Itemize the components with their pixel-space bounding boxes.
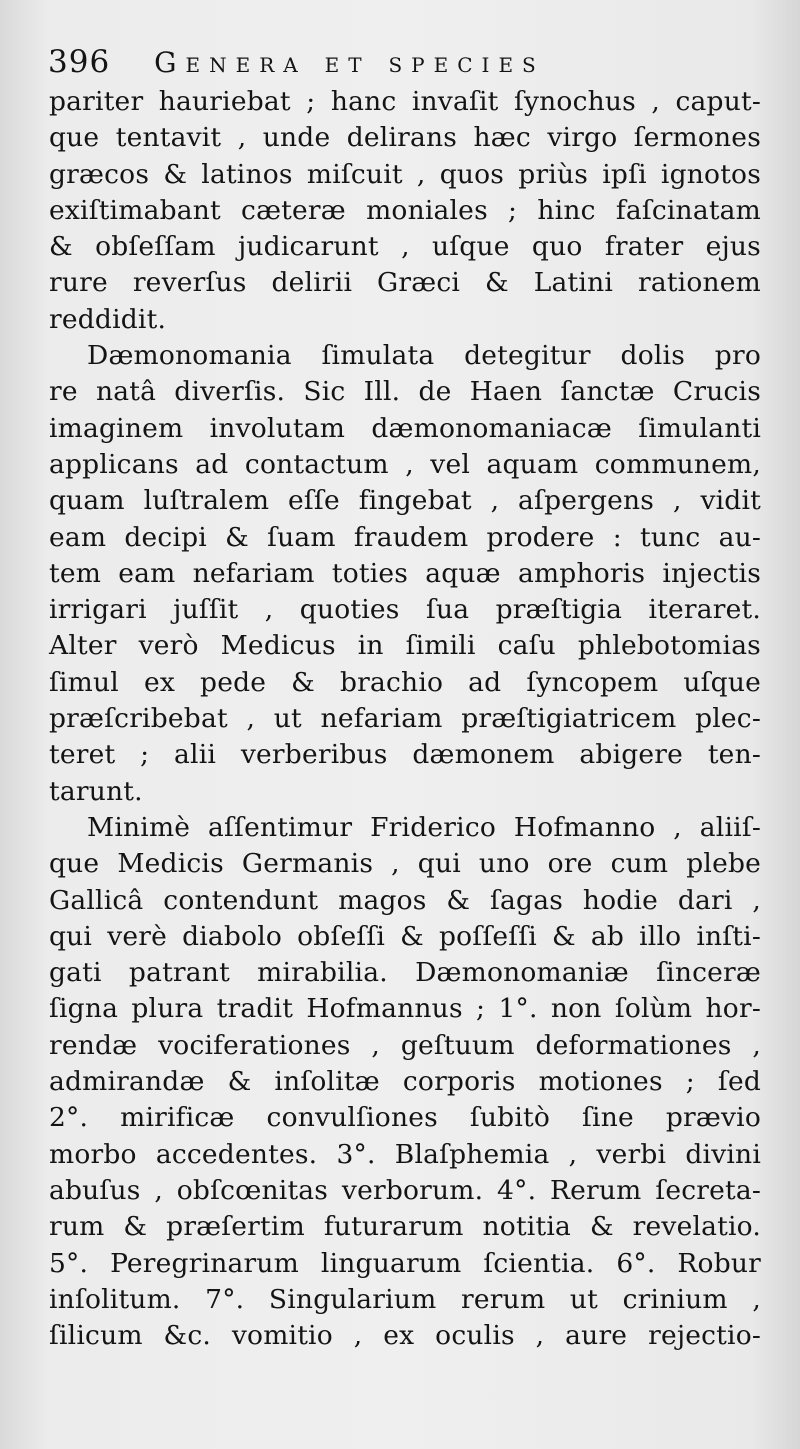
text-line: irrigari juſſit , quoties ſua præſtigia iteraret. bbox=[49, 594, 761, 626]
text-line: rure reverſus delirii Græci & Latini rationem bbox=[49, 267, 761, 299]
text-line: admirandæ & inſolitæ corporis motiones ; ſed bbox=[49, 1066, 761, 1098]
text-line: præſcribebat , ut nefariam præſtigiatricem plec- bbox=[49, 703, 761, 735]
text-line: que tentavit , unde delirans hæc virgo ſermones bbox=[49, 122, 761, 154]
text-line: abuſus , obſcœnitas verborum. 4°. Rerum ſecreta- bbox=[49, 1174, 761, 1206]
text-line: pariter hauriebat ; hanc invaſit ſynochus , caput- bbox=[49, 86, 761, 117]
text-line: que Medicis Germanis , qui uno ore cum plebe bbox=[49, 848, 761, 880]
running-title: Genera et species bbox=[154, 46, 545, 79]
text-line: rum & præſertim futurarum notitia & revelatio. bbox=[49, 1211, 761, 1243]
text-line: quam luſtralem eſſe fingebat , aſpergens , vidit bbox=[49, 485, 761, 517]
text-line: inſolitum. 7°. Singularium rerum ut crinium , bbox=[49, 1283, 761, 1315]
text-line: gati patrant mirabilia. Dæmonomaniæ ſinceræ bbox=[49, 957, 761, 989]
text-line: ſilicum &c. vomitio , ex oculis , aure rejectio- bbox=[49, 1320, 761, 1352]
text-line: applicans ad contactum , vel aquam communem, bbox=[49, 448, 761, 480]
text-line: re natâ diverſis. Sic Ill. de Haen ſanctæ Crucis bbox=[49, 376, 761, 408]
text-line: teret ; alii verberibus dæmonem abigere ten- bbox=[49, 739, 761, 771]
text-line: Minimè aſſentimur Friderico Hofmanno , aliiſ- bbox=[87, 811, 761, 843]
text-line: græcos & latinos miſcuit , quos priùs ipſi ignotos bbox=[49, 158, 761, 190]
body-text bbox=[49, 84, 761, 1354]
text-line: reddidit. bbox=[49, 303, 167, 335]
text-line: eam decipi & ſuam fraudem prodere : tunc au- bbox=[49, 521, 761, 553]
text-line: Gallicâ contendunt magos & ſagas hodie dari , bbox=[49, 884, 761, 916]
text-line: tem eam nefariam toties aquæ amphoris injectis bbox=[49, 557, 761, 589]
text-line: Alter verò Medicus in ſimili caſu phlebotomias bbox=[49, 630, 761, 662]
text-line: Dæmonomania ſimulata detegitur dolis pro bbox=[87, 340, 761, 372]
text-line: exiſtimabant cæteræ moniales ; hinc faſcinatam bbox=[49, 194, 761, 226]
text-line: 2°. mirificæ convulſiones ſubitò ſine prævio bbox=[49, 1102, 761, 1134]
text-line: ſigna plura tradit Hofmannus ; 1°. non ſolùm hor- bbox=[49, 993, 761, 1025]
text-line: morbo accedentes. 3°. Blaſphemia , verbi divini bbox=[49, 1138, 761, 1170]
text-line: 5°. Peregrinarum linguarum ſcientia. 6°. Robur bbox=[49, 1247, 761, 1279]
text-line: qui verè diabolo obſeſſi & poſſeſſi & ab illo inſti- bbox=[49, 920, 761, 952]
text-line: & obſeſſam judicarunt , uſque quo frater ejus bbox=[49, 231, 761, 263]
text-line: rendæ vociferationes , geſtuum deformationes , bbox=[49, 1029, 761, 1061]
page-number: 396 bbox=[48, 44, 111, 80]
text-line: tarunt. bbox=[49, 775, 143, 807]
text-line: imaginem involutam dæmonomaniacæ ſimulanti bbox=[49, 412, 761, 444]
text-line: ſimul ex pede & brachio ad ſyncopem uſque bbox=[49, 666, 761, 698]
